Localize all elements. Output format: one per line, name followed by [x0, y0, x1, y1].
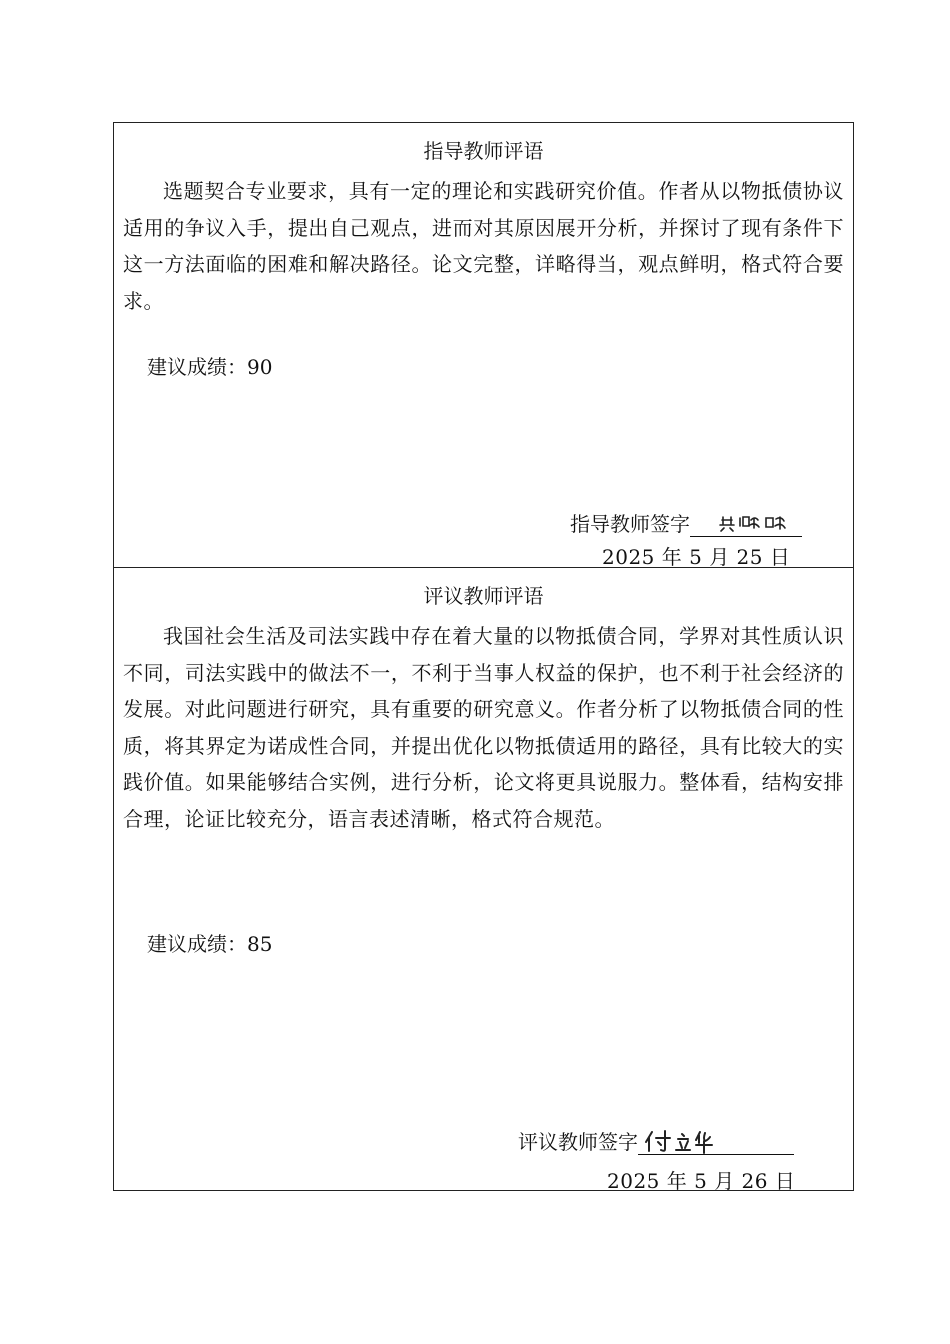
signature-block — [570, 508, 802, 537]
signature-label: 指导教师签字 — [570, 512, 690, 536]
sign-date: 2025 年 5 月 25 日 — [602, 545, 791, 569]
signature-line — [638, 1126, 794, 1155]
signature-label: 评议教师签字 — [518, 1130, 638, 1154]
advisor-comment-section — [114, 123, 853, 568]
handwritten-signature — [690, 508, 802, 536]
sign-date: 2025 年 5 月 26 日 — [607, 1169, 796, 1193]
signature-line — [690, 508, 802, 537]
evaluation-table — [113, 122, 854, 1191]
section-heading: 评议教师评语 — [423, 584, 544, 608]
reviewer-comment-section — [114, 568, 853, 1193]
comment-body: 我国社会生活及司法实践中存在着大量的以物抵债合同，学界对其性质认识不同，司法实践中的做法不一，不利于当事人权益的保护，也不利于社会经济的发展。对此问题进行研究，具有重要的研究意义。作者分析了以物抵债合同的性质，将其界定为诺成性合同，并提出优化以物抵债适用的路径，具有比较大的实践价值。如果能够结合实例，进行分析，论文将更具说服力。整体看，结构安排合理，论证比较充分，语言表述清晰，格式符合规范。 — [123, 624, 844, 831]
suggested-grade: 建议成绩：90 — [147, 355, 273, 379]
comment-body: 选题契合专业要求，具有一定的理论和实践研究价值。作者从以物抵债协议适用的争议入手，提出自己观点，进而对其原因展开分析，并探讨了现有条件下这一方法面临的困难和解决路径。论文完整，详略得当，观点鲜明，格式符合要求。 — [123, 179, 844, 313]
handwritten-signature — [638, 1126, 794, 1154]
suggested-grade: 建议成绩：85 — [147, 932, 273, 956]
signature-block — [518, 1126, 794, 1155]
section-heading: 指导教师评语 — [423, 139, 544, 163]
